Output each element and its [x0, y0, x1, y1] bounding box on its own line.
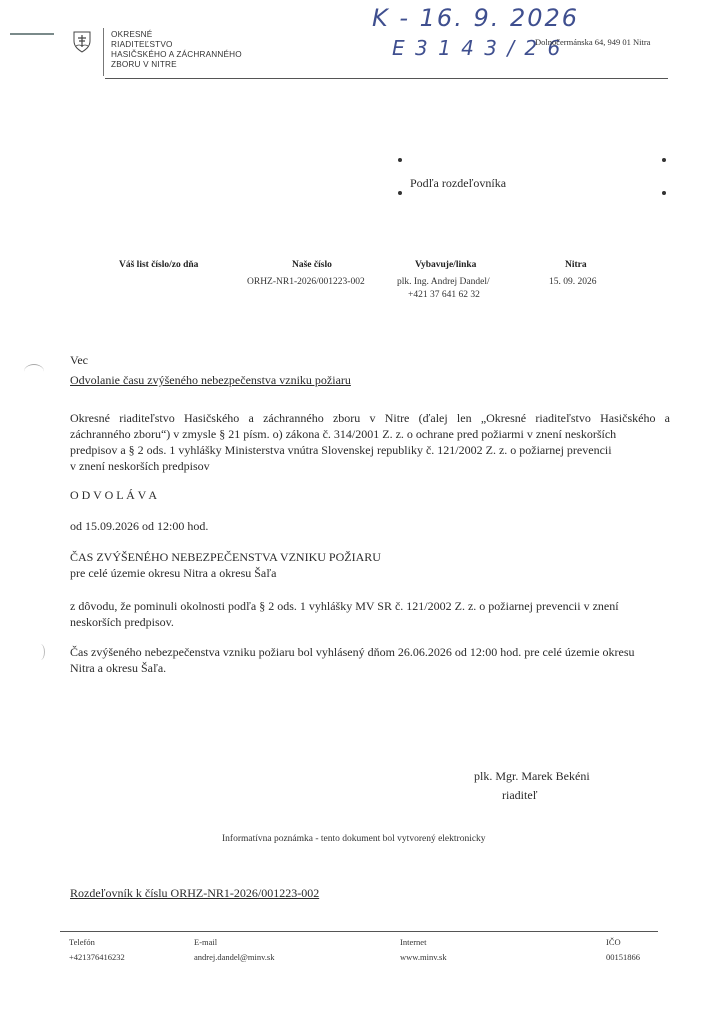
handwritten-reg-number: E 3 1 4 3 / 2 6 [392, 36, 563, 60]
org-line: HASIČSKÉHO A ZÁCHRANNÉHO [111, 50, 242, 59]
signatory-name: plk. Mgr. Marek Bekéni [474, 769, 590, 783]
coat-of-arms-icon [73, 31, 91, 58]
text-line: Nitra a okresu Šaľa. [70, 661, 167, 675]
date-value: 15. 09. 2026 [549, 277, 597, 287]
text-line: v znení neskorších predpisov [70, 459, 210, 473]
ico-label: IČO [606, 937, 621, 947]
subject-label: Vec [70, 353, 88, 367]
email-label: E-mail [194, 937, 218, 947]
corner-mark [662, 191, 666, 195]
text-line: predpisov a § 2 ods. 1 vyhlášky Ministerstva vnútra Slovenskej republiky č. 121/2002 Z. z. o požiarnej prevencii [70, 443, 612, 457]
text-line: Okresné riaditeľstvo Hasičského a záchranného zboru v Nitre (ďalej len „Okresné riaditeľstvo Hasičského a [70, 411, 670, 425]
handled-by-label: Vybavuje/linka [415, 260, 477, 270]
phone-label: Telefón [69, 937, 95, 947]
org-name [111, 30, 242, 70]
org-line: RIADITEĽSTVO [111, 40, 173, 49]
our-number-label: Naše číslo [292, 260, 332, 270]
office-address: Dolnočermánska 64, 949 01 Nitra [535, 37, 651, 47]
reason-paragraph [70, 598, 619, 630]
our-number-value: ORHZ-NR1-2026/001223-002 [247, 277, 365, 287]
fire-hazard-scope: pre celé územie okresu Nitra a okresu Šaľa [70, 566, 277, 580]
header-divider [103, 28, 104, 76]
your-letter-label: Váš list číslo/zo dňa [119, 260, 199, 270]
signatory-title: riaditeľ [502, 788, 538, 802]
internet-value: www.minv.sk [400, 952, 447, 962]
text-line: Čas zvýšeného nebezpečenstva vzniku požiaru bol vyhlásený dňom 26.06.2026 od 12:00 hod. pre celé územie okresu [70, 645, 635, 659]
electronic-note: Informatívna poznámka - tento dokument bol vytvorený elektronicky [222, 834, 486, 844]
header-rule [105, 78, 668, 79]
email-value: andrej.dandel@minv.sk [194, 952, 275, 962]
recipient: Podľa rozdeľovníka [410, 176, 507, 190]
corner-mark [662, 158, 666, 162]
distribution-title: Rozdeľovník k číslu ORHZ-NR1-2026/001223-002 [70, 886, 320, 900]
fire-hazard-heading: ČAS ZVÝŠENÉHO NEBEZPEČENSTVA VZNIKU POŽIARU [70, 550, 381, 564]
org-line: ZBORU V NITRE [111, 60, 177, 69]
footer-rule [60, 931, 658, 932]
handled-by-phone: +421 37 641 62 32 [408, 290, 480, 300]
handled-by-value: plk. Ing. Andrej Dandel/ [397, 277, 490, 287]
place-label: Nitra [565, 260, 587, 270]
text-line: neskorších predpisov. [70, 615, 174, 629]
effective-from: od 15.09.2026 od 12:00 hod. [70, 519, 209, 533]
punch-hole-mark [36, 644, 45, 660]
text-line: z dôvodu, že pominuli okolnosti podľa § 2 ods. 1 vyhlášky MV SR č. 121/2002 Z. z. o požiarnej prevencii v znení [70, 599, 619, 613]
odvolava-heading: O D V O L Á V A [70, 488, 158, 502]
intro-paragraph [70, 410, 670, 474]
org-line: OKRESNÉ [111, 30, 153, 39]
subject-title: Odvolanie času zvýšeného nebezpečenstva vzniku požiaru [70, 373, 351, 387]
text-line: záchranného zboru“) v zmysle § 21 písm. o) zákona č. 314/2001 Z. z. o ochrane pred požiarmi v znení neskorších [70, 427, 617, 441]
corner-mark [398, 191, 402, 195]
scan-mark [10, 33, 54, 35]
phone-value: +421376416232 [69, 952, 125, 962]
ico-value: 00151866 [606, 952, 640, 962]
handwritten-date: K - 16. 9. 2026 [372, 4, 580, 32]
corner-mark [398, 158, 402, 162]
punch-hole-mark [24, 364, 44, 379]
declared-paragraph [70, 644, 635, 676]
internet-label: Internet [400, 937, 427, 947]
